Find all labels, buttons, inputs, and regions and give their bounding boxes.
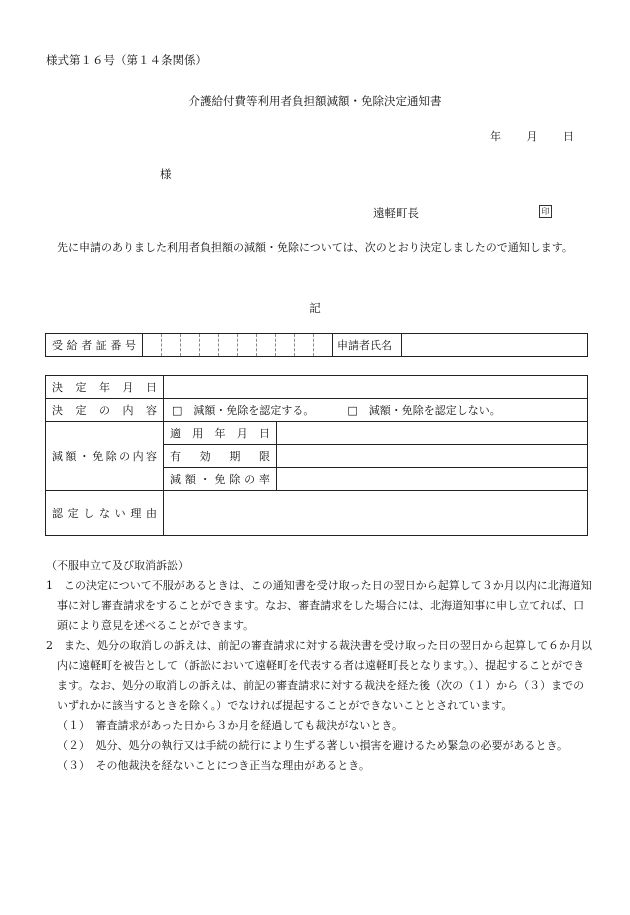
decision-table: [45, 375, 588, 536]
form-number: 様式第１６号（第１４条関係）: [46, 53, 207, 67]
applicable-date-label: 適用年月日: [170, 427, 270, 440]
notes-heading: （不服申立て及び取消訴訟）: [46, 559, 189, 572]
decision-date-field[interactable]: [164, 376, 588, 399]
issuer-name: 遠軽町長: [373, 206, 419, 220]
note-item-1: 1 この決定について不服があるときは、この通知書を受け取った日の翌日から起算して３か月以内に北海道知事に対し審査請求をすることができます。なお、審査請求をした場合には、北海道知事に申し立てれば、口頭により意見を述べることができます。: [46, 579, 592, 632]
recipient-number-digit[interactable]: [257, 334, 276, 357]
reason-field[interactable]: [164, 491, 588, 536]
reduction-content-label: 減額・免除の内容: [52, 450, 157, 463]
recipient-number-digit[interactable]: [276, 334, 295, 357]
recipient-table: [45, 333, 588, 357]
addressee-suffix: 様: [160, 167, 172, 181]
applicant-name-field[interactable]: [402, 334, 588, 357]
decision-content-label: 決定の内容: [52, 404, 157, 417]
reduction-rate-label: 減額・免除の率: [170, 473, 270, 486]
recipient-number-digit[interactable]: [143, 334, 162, 357]
ki-marker: 記: [309, 301, 321, 315]
applicable-date-field[interactable]: [277, 422, 588, 445]
note-sub-1: （１） 審査請求があった日から３か月を経過しても裁決がないとき。: [57, 719, 403, 732]
reduction-rate-field[interactable]: [277, 468, 588, 491]
date-month: 月: [526, 130, 538, 143]
appeal-notes: [46, 556, 592, 776]
intro-text: 先に申請のありました利用者負担額の減額・免除については、次のとおり決定しましたので通知します。: [57, 241, 573, 254]
applicant-name-label: 申請者氏名: [333, 334, 402, 357]
recipient-number-digit[interactable]: [181, 334, 200, 357]
option-deny[interactable]: □ 減額・免除を認定しない。: [347, 404, 501, 417]
seal-mark: 印: [539, 205, 552, 218]
recipient-number-digit[interactable]: [219, 334, 238, 357]
recipient-number-digit[interactable]: [238, 334, 257, 357]
option-approve[interactable]: □ 減額・免除を認定する。: [172, 404, 315, 417]
recipient-number-label: 受給者証番号: [52, 339, 136, 352]
recipient-number-digit[interactable]: [295, 334, 314, 357]
date-line: [490, 128, 574, 144]
recipient-number-digit[interactable]: [162, 334, 181, 357]
date-day: 日: [563, 130, 574, 143]
decision-options: [164, 399, 588, 422]
reason-label: 認定しない理由: [52, 507, 157, 520]
decision-date-label: 決定年月日: [52, 381, 157, 394]
document-title: 介護給付費等利用者負担額減額・免除決定通知書: [188, 94, 442, 108]
note-item-2: 2 また、処分の取消しの訴えは、前記の審査請求に対する裁決書を受け取った日の翌日から起算して６か月以内に遠軽町を被告として（訴訟において遠軽町を代表する者は遠軽町長となります。）、提起することができます。なお、処分の取消しの訴えは、前記の審査請求に対する裁決を経た後（次の（１）から（３）までのいずれかに該当するときを除く。）でなければ提起することができないこととされています。: [46, 639, 592, 712]
note-sub-3: （３） その他裁決を経ないことにつき正当な理由があるとき。: [57, 759, 370, 772]
date-year: 年: [490, 130, 501, 143]
validity-period-label: 有効期限: [170, 450, 270, 463]
validity-period-field[interactable]: [277, 445, 588, 468]
recipient-number-digit[interactable]: [314, 334, 333, 357]
note-sub-2: （２） 処分、処分の執行又は手続の続行により生ずる著しい損害を避けるため緊急の必要があるとき。: [57, 739, 569, 752]
recipient-number-digit[interactable]: [200, 334, 219, 357]
